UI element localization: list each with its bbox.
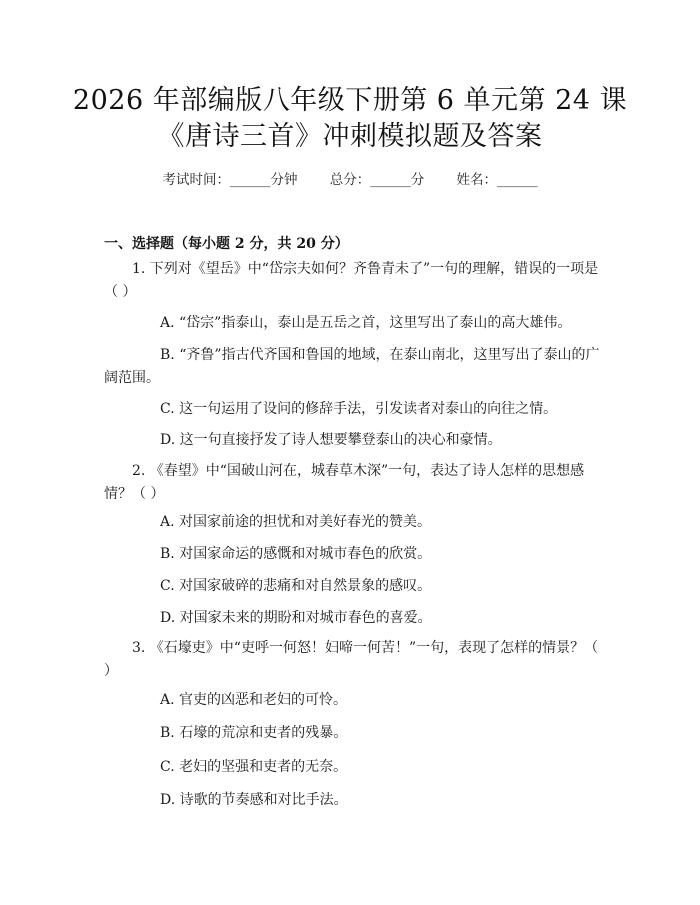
question-1-option-c: C. 这一句运用了设问的修辞手法，引发读者对泰山的向往之情。 bbox=[160, 401, 558, 417]
question-3-option-c: C. 老妇的坚强和吏者的无奈。 bbox=[160, 759, 348, 775]
question-1-option-d: D. 这一句直接抒发了诗人想要攀登泰山的决心和豪情。 bbox=[160, 432, 502, 448]
question-1-option-a: A. “岱宗”指泰山，泰山是五岳之首，这里写出了泰山的高大雄伟。 bbox=[160, 315, 572, 331]
section-heading: 一、选择题（每小题 2 分，共 20 分） bbox=[104, 236, 349, 252]
question-2-stem: 2. 《春望》中“国破山河在，城春草木深”一句，表达了诗人怎样的思想感情？（ ） bbox=[104, 463, 585, 502]
exam-time-field: 考试时间：______分钟 bbox=[162, 172, 298, 188]
question-2-option-a: A. 对国家前途的担忧和对美好春光的赞美。 bbox=[160, 514, 432, 530]
question-2-option-b: B. 对国家命运的感慨和对城市春色的欣赏。 bbox=[160, 546, 432, 562]
question-3-option-b: B. 石壕的荒凉和吏者的残暴。 bbox=[160, 725, 348, 741]
question-3-stem: 3. 《石壕吏》中“吏呼一何怒！妇啼一何苦！”一句，表现了怎样的情景？（ ） bbox=[104, 640, 599, 679]
exam-info-row bbox=[0, 168, 700, 188]
question-2-option-d: D. 对国家未来的期盼和对城市春色的喜爱。 bbox=[160, 610, 432, 626]
student-name-field: 姓名：______ bbox=[456, 172, 538, 188]
question-1-stem: 1. 下列对《望岳》中“岱宗夫如何？齐鲁青未了”一句的理解，错误的一项是（ ） bbox=[104, 261, 599, 300]
document-title-line-1: 2026 年部编版八年级下册第 6 单元第 24 课 bbox=[72, 85, 628, 116]
question-3-option-d: D. 诗歌的节奏感和对比手法。 bbox=[160, 792, 348, 808]
total-score-field: 总分：______分 bbox=[329, 172, 425, 188]
question-2-option-c: C. 对国家破碎的悲痛和对自然景象的感叹。 bbox=[160, 578, 432, 594]
question-1-option-b: B. “齐鲁”指古代齐国和鲁国的地域，在泰山南北，这里写出了泰山的广阔范围。 bbox=[104, 347, 600, 386]
document-title-line-2: 《唐诗三首》冲刺模拟题及答案 bbox=[157, 121, 543, 152]
question-3-option-a: A. 官吏的凶恶和老妇的可怜。 bbox=[160, 692, 348, 708]
